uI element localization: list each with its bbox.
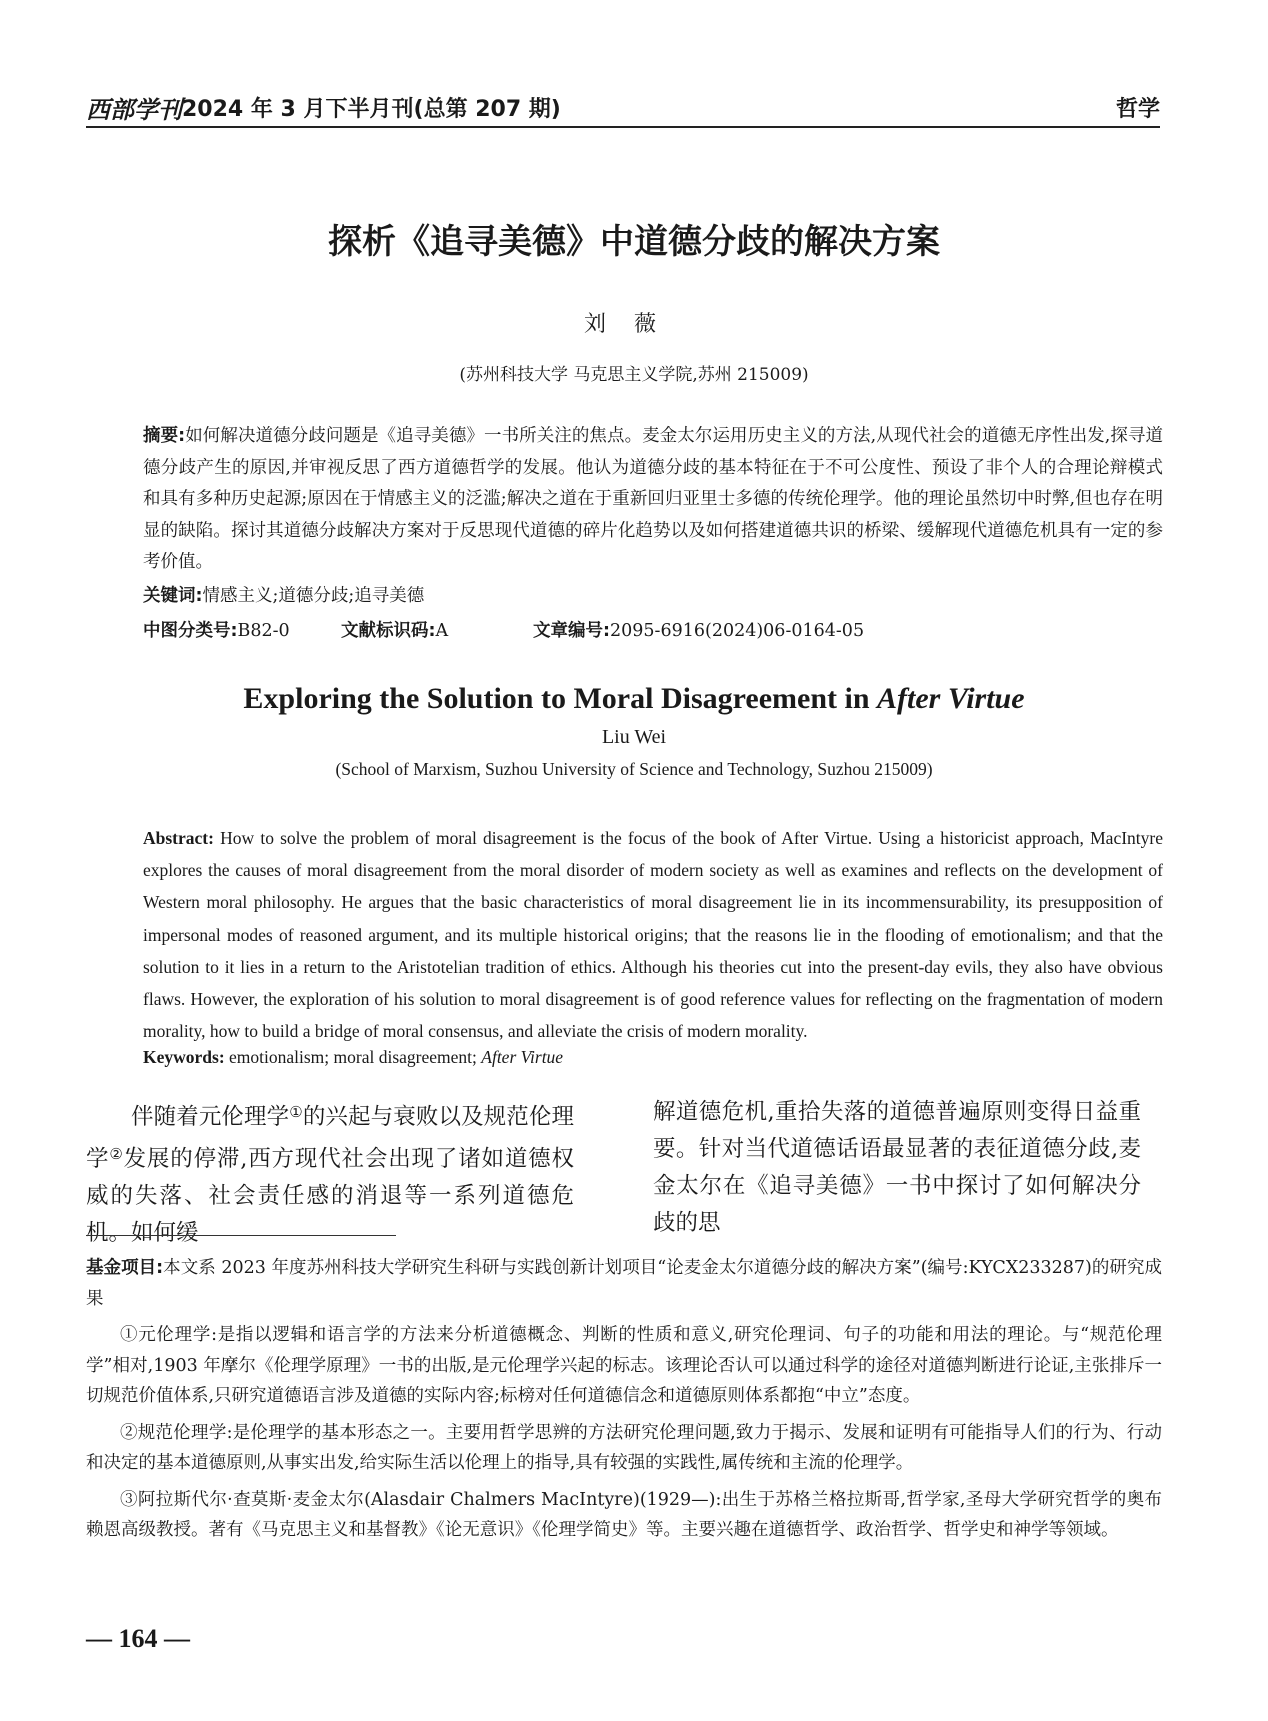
footnote-1: ①元伦理学:是指以逻辑和语言学的方法来分析道德概念、判断的性质和意义,研究伦理词、句子的功能和用法的理论。与“规范伦理学”相对,1903 年摩尔《伦理学原理》一书的出版,是元伦理学兴起的标志。该理论否认可以通过科学的途径对道德判断进行论证,主张排斥一切规范价值体系,只研究道德语言涉及道德的实际内容;标榜对任何道德信念和道德原则体系都抱“中立”态度。 bbox=[86, 1325, 1162, 1406]
abstract-en bbox=[143, 822, 1163, 1047]
page-number: — 164 — bbox=[86, 1624, 190, 1653]
affiliation-en: (School of Marxism, Suzhou University of Science and Technology, Suzhou 215009) bbox=[335, 759, 933, 779]
running-header bbox=[86, 86, 1160, 128]
author-cn: 刘薇 bbox=[583, 312, 684, 337]
abstract-en-label: Abstract: bbox=[143, 828, 214, 848]
issue-info: 2024 年 3 月下半月刊(总第 207 期) bbox=[182, 97, 561, 122]
keywords-cn bbox=[143, 582, 1163, 607]
footnote-2: ②规范伦理学:是伦理学的基本形态之一。主要用哲学思辨的方法研究伦理问题,致力于揭示、发展和证明有可能指导人们的行为、行动和决定的基本道德原则,从事实出发,给实际生活以伦理上的指导,具有较强的实践性,属传统和主流的伦理学。 bbox=[86, 1422, 1162, 1473]
body-text-left: 伴随着元伦理学①的兴起与衰败以及规范伦理学②发展的停滞,西方现代社会出现了诸如道德权威的失落、社会责任感的消退等一系列道德危机。如何缓 bbox=[86, 1103, 574, 1246]
document-code: 文献标识码:A bbox=[341, 621, 449, 641]
clc-code: 中图分类号:B82-0 bbox=[143, 621, 290, 641]
keywords-en: Keywords: emotionalism; moral disagreement; After Virtue bbox=[143, 1047, 564, 1067]
paper-title-cn: 探析《追寻美德》中道德分歧的解决方案 bbox=[328, 222, 940, 262]
body-text-right: 解道德危机,重拾失落的道德普遍原则变得日益重要。针对当代道德话语最显著的表征道德分歧,麦金太尔在《追寻美德》一书中探讨了如何解决分歧的思 bbox=[653, 1099, 1141, 1236]
footnote-3: ③阿拉斯代尔·查莫斯·麦金太尔(Alasdair Chalmers MacIntyre)(1929—):出生于苏格兰格拉斯哥,哲学家,圣母大学研究哲学的奥布赖恩高级教授。著有《马克思主义和基督教》《论无意识》《伦理学简史》等。主要兴趣在道德哲学、政治哲学、哲学史和神学等领域。 bbox=[86, 1489, 1162, 1540]
footnote-ref-2[interactable]: ② bbox=[109, 1145, 124, 1163]
keywords-cn-label: 关键词: bbox=[143, 586, 203, 606]
author-en: Liu Wei bbox=[601, 726, 667, 748]
footnote-ref-1[interactable]: ① bbox=[289, 1103, 303, 1121]
abstract-cn-text: 如何解决道德分歧问题是《追寻美德》一书所关注的焦点。麦金太尔运用历史主义的方法,从现代社会的道德无序性出发,探寻道德分歧产生的原因,并审视反思了西方道德哲学的发展。他认为道德分歧的基本特征在于不可公度性、预设了非个人的合理论辩模式和具有多种历史起源;原因在于情感主义的泛滥;解决之道在于重新回归亚里士多德的传统伦理学。他的理论虽然切中时弊,但也存在明显的缺陷。探讨其道德分歧解决方案对于反思现代道德的碎片化趋势以及如何搭建道德共识的桥梁、缓解现代道德危机具有一定的参考价值。 bbox=[143, 426, 1164, 572]
keywords-cn-text: 情感主义;道德分歧;追寻美德 bbox=[202, 586, 425, 606]
keywords-en-label: Keywords: bbox=[143, 1047, 225, 1067]
footnotes bbox=[86, 1253, 1162, 1546]
abstract-en-text: How to solve the problem of moral disagreement is the focus of the book of After Virtue. Using a historicist approach, MacIntyre explores the causes of moral disagreement from the moral disorder of modern society as well as examines and reflects on the development of Western moral philosophy. He argues that the basic characteristics of moral disagreement lie in its incommensurability, its presupposition of impersonal modes of reasoned argument, and its multiple historical origins; that the reasons lie in the flooding of emotionalism; and that the solution to it lies in a return to the Aristotelian tradition of ethics. Although his theories cut into the present-day evils, they also have obvious flaws. However, the exploration of his solution to moral disagreement is of good reference values for reflecting on the fragmentation of modern morality, how to build a bridge of moral consensus, and alleviate the crisis of modern morality. bbox=[143, 828, 1163, 1042]
funding-note: 基金项目:本文系 2023 年度苏州科技大学研究生科研与实践创新计划项目“论麦金太尔道德分歧的解决方案”(编号:KYCX233287)的研究成果 bbox=[86, 1258, 1162, 1309]
affiliation-cn: (苏州科技大学 马克思主义学院,苏州 215009) bbox=[459, 365, 809, 385]
journal-name: 西部学刊 bbox=[86, 95, 182, 124]
abstract-cn-label: 摘要: bbox=[143, 426, 186, 446]
article-number: 文章编号:2095-6916(2024)06-0164-05 bbox=[533, 621, 865, 641]
paper-title-en: Exploring the Solution to Moral Disagreement in After Virtue bbox=[243, 682, 1025, 715]
section-label: 哲学 bbox=[1115, 97, 1160, 122]
footnote-divider bbox=[86, 1235, 396, 1236]
abstract-cn bbox=[143, 421, 1163, 579]
